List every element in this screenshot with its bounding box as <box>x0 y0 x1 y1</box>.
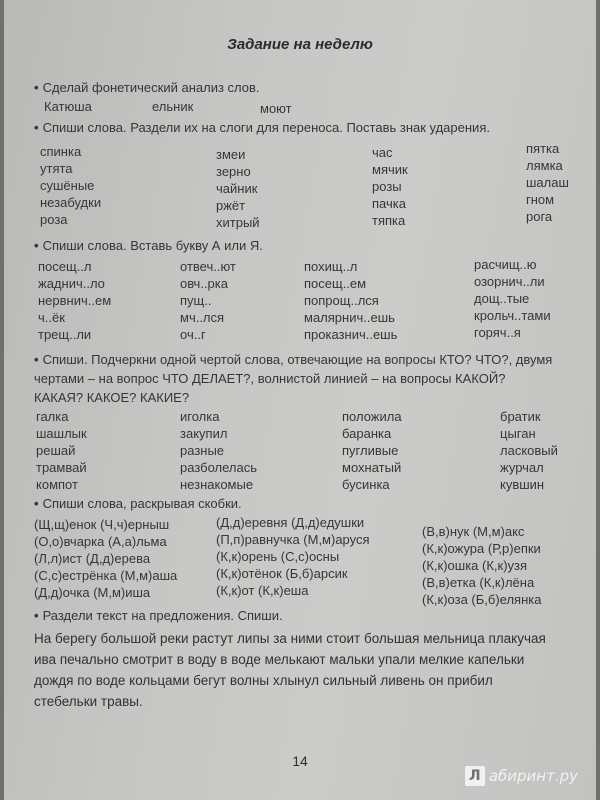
word: чайник <box>216 181 258 196</box>
task3-column-2 <box>180 258 236 343</box>
phrase: (К,к)от (К,к)еша <box>216 583 309 598</box>
textbook-page <box>4 0 596 800</box>
word: незнакомые <box>180 477 254 492</box>
bullet-icon: • <box>34 352 39 367</box>
word: жаднич..ло <box>38 276 105 291</box>
phrase: (К,к)отёнок (Б,б)арсик <box>216 566 348 581</box>
word: нервнич..ем <box>38 293 112 308</box>
word: лямка <box>526 158 563 173</box>
phrase: (В,в)нук (М,м)акс <box>422 524 525 539</box>
phrase: (Щ,щ)енок (Ч,ч)ерныш <box>34 517 170 532</box>
task5-column-1 <box>34 516 177 601</box>
word: расчищ..ю <box>474 257 537 272</box>
task6-text <box>34 628 574 712</box>
task2-instruction: • Спиши слова. Раздели их на слоги для переноса. Поставь знак ударения. <box>34 120 490 135</box>
task4-column-4 <box>500 408 558 493</box>
word: мч..лся <box>180 310 225 325</box>
text-line: ива печально смотрит в воду в воде мелькают мальки упали мелкие капельки <box>34 652 525 667</box>
word: положила <box>342 409 402 424</box>
watermark-logo <box>465 764 578 788</box>
word: незабудки <box>40 195 102 210</box>
word: крольч..тами <box>474 308 551 323</box>
word: пущ.. <box>180 293 212 308</box>
word: попрощ..лся <box>304 293 379 308</box>
word: решай <box>36 443 76 458</box>
word: шалаш <box>526 175 569 190</box>
word: компот <box>36 477 78 492</box>
task2-column-3 <box>372 144 408 229</box>
word: мохнатый <box>342 460 402 475</box>
phrase: (О,о)вчарка (А,а)льма <box>34 534 167 549</box>
word: журчал <box>500 460 544 475</box>
text-line: стебельки травы. <box>34 694 143 709</box>
task4-column-2 <box>180 408 257 493</box>
word: разные <box>180 443 225 458</box>
word: горяч..я <box>474 325 521 340</box>
word: иголка <box>180 409 220 424</box>
word: роза <box>40 212 68 227</box>
bullet-icon: • <box>34 496 39 511</box>
word: баранка <box>342 426 392 441</box>
word: ласковый <box>500 443 558 458</box>
task3-instruction: • Спиши слова. Вставь букву А или Я. <box>34 238 263 253</box>
word: дощ..тые <box>474 291 530 306</box>
word: овч..рка <box>180 276 228 291</box>
bullet-icon: • <box>34 608 39 623</box>
word: мячик <box>372 162 408 177</box>
word: посещ..л <box>38 259 92 274</box>
word: утята <box>40 161 73 176</box>
word: похищ..л <box>304 259 358 274</box>
word: оч..г <box>180 327 206 342</box>
word: галка <box>36 409 69 424</box>
word: розы <box>372 179 402 194</box>
text-line: На берегу большой реки растут липы за ними стоит большая мельница плакучая <box>34 631 546 646</box>
task4-column-3 <box>342 408 402 493</box>
task1-word: ельник <box>152 99 194 114</box>
phrase: (С,с)естрёнка (М,м)аша <box>34 568 178 583</box>
task3-column-4 <box>474 256 551 341</box>
word: спинка <box>40 144 82 159</box>
phrase: (П,п)равнучка (М,м)аруся <box>216 532 370 547</box>
bullet-icon: • <box>34 80 39 95</box>
task1-word: Катюша <box>44 99 92 114</box>
task5-instruction: • Спиши слова, раскрывая скобки. <box>34 496 242 511</box>
phrase: (К,к)ожура (Р,р)епки <box>422 541 541 556</box>
page-title: Задание на неделю <box>227 36 373 53</box>
word: цыган <box>500 426 536 441</box>
phrase: (К,к)ошка (К,к)узя <box>422 558 528 573</box>
page-number: 14 <box>292 753 308 769</box>
word: ч..ёк <box>38 310 65 325</box>
word: посещ..ем <box>304 276 367 291</box>
word: гном <box>526 192 555 207</box>
phrase: (Д,д)еревня (Д,д)едушки <box>216 515 365 530</box>
task2-column-2 <box>216 146 260 231</box>
phrase: (К,к)оза (Б,б)елянка <box>422 592 542 607</box>
word: пачка <box>372 196 406 211</box>
task2-column-4 <box>526 140 569 225</box>
word: пугливые <box>342 443 399 458</box>
watermark-text: абиринт.ру <box>488 767 578 785</box>
word: ржёт <box>216 198 246 213</box>
word: братик <box>500 409 541 424</box>
word: пятка <box>526 141 560 156</box>
phrase: (К,к)орень (С,с)осны <box>216 549 340 564</box>
task1-instruction: • Сделай фонетический анализ слов. <box>34 80 260 95</box>
word: зерно <box>216 164 251 179</box>
task4-instruction: • Спиши. Подчеркни одной чертой слова, отвечающие на вопросы КТО? ЧТО?, двумя чертами – на вопрос ЧТО ДЕЛАЕТ?, волнистой линией – на вопросы КАКОЙ? КАКАЯ? КАКОЕ? КАКИЕ? <box>34 352 553 405</box>
task1-word: моют <box>260 101 292 116</box>
task3-column-3 <box>304 258 397 343</box>
word: сушёные <box>40 178 95 193</box>
task6-instruction: • Раздели текст на предложения. Спиши. <box>34 608 283 623</box>
word: шашлык <box>36 426 87 441</box>
task2-column-1 <box>40 143 101 228</box>
word: разболелась <box>180 460 257 475</box>
task5-column-3 <box>422 523 541 608</box>
task5-column-2 <box>216 514 370 599</box>
word: тяпка <box>372 213 406 228</box>
phrase: (Д,д)очка (М,м)иша <box>34 585 151 600</box>
text-line: дождя по воде кольцами бегут волны хлынул сильный ливень он прибил <box>34 673 493 688</box>
phrase: (Л,л)ист (Д,д)ерева <box>34 551 151 566</box>
labirint-logo-icon: Л <box>465 766 485 786</box>
word: трамвай <box>36 460 87 475</box>
bullet-icon: • <box>34 120 39 135</box>
word: закупил <box>180 426 228 441</box>
word: трещ..ли <box>38 327 92 342</box>
task3-column-1 <box>38 258 111 343</box>
word: отвеч..ют <box>180 259 236 274</box>
word: бусинка <box>342 477 390 492</box>
word: малярнич..ешь <box>304 310 395 325</box>
word: змеи <box>216 147 246 162</box>
phrase: (В,в)етка (К,к)лёна <box>422 575 535 590</box>
word: хитрый <box>216 215 260 230</box>
word: час <box>372 145 393 160</box>
bullet-icon: • <box>34 238 39 253</box>
word: проказнич..ешь <box>304 327 398 342</box>
word: рога <box>526 209 553 224</box>
word: озорнич..ли <box>474 274 545 289</box>
word: кувшин <box>500 477 545 492</box>
task4-column-1 <box>36 408 87 493</box>
